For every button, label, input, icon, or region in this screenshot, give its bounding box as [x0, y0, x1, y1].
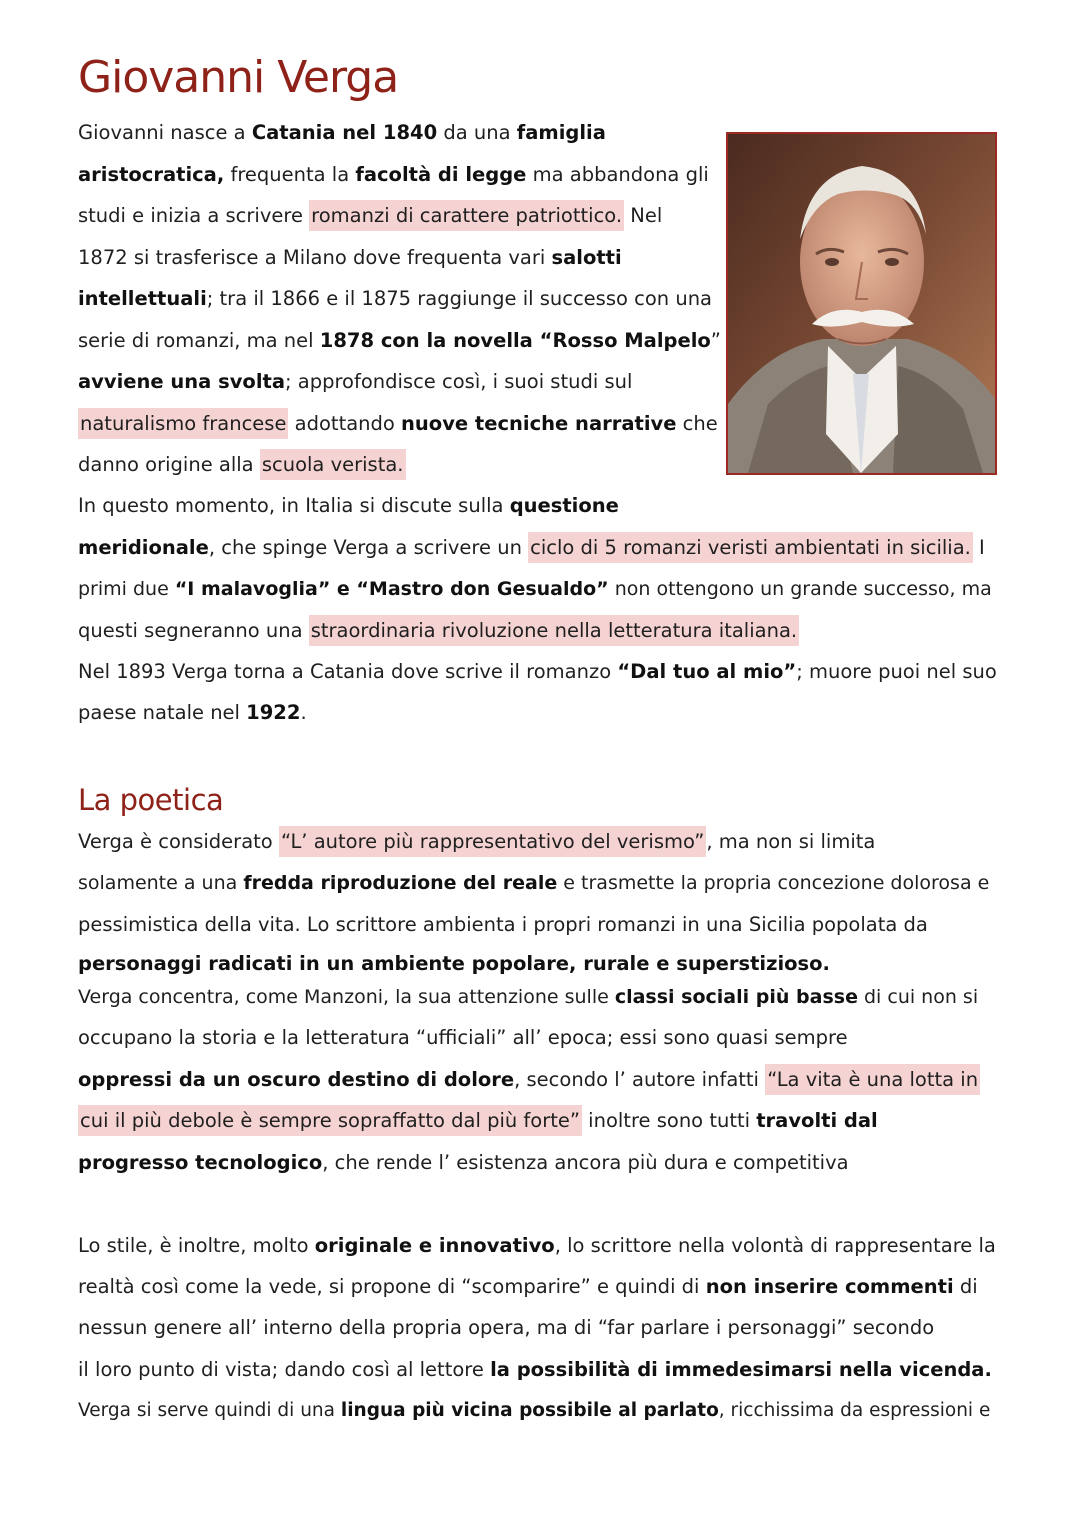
bio-line: 1872 si trasferisce a Milano dove frequenta vari salotti	[78, 246, 622, 269]
bio-line: intellettuali; tra il 1866 e il 1875 raggiunge il successo con una	[78, 287, 713, 310]
poetica-line: Verga è considerato “L’ autore più rappresentativo del verismo” , ma non si limita	[78, 827, 875, 857]
bio-line: serie di romanzi, ma nel 1878 con la novella “Rosso Malpelo”	[78, 329, 721, 352]
highlight: “La vita è una lotta in	[765, 1064, 980, 1095]
page-title: Giovanni Verga	[78, 52, 399, 103]
section-title-poetica: La poetica	[78, 783, 224, 817]
poetica-line: progresso tecnologico, che rende l’ esistenza ancora più dura e competitiva	[78, 1151, 849, 1174]
bio-line: In questo momento, in Italia si discute sulla questione	[78, 494, 619, 517]
bio-line: danno origine alla scuola verista.	[78, 450, 406, 480]
poetica-line: nessun genere all’ interno della propria opera, ma di “far parlare i personaggi” secondo	[78, 1316, 935, 1339]
poetica-line: Verga si serve quindi di una lingua più vicina possibile al parlato, ricchissima da espressioni e	[78, 1400, 991, 1421]
highlight: romanzi di carattere patriottico.	[309, 200, 624, 231]
bio-line: naturalismo francese adottando nuove tecniche narrative che	[78, 409, 718, 439]
bio-line: avviene una svolta; approfondisce così, i suoi studi sul	[78, 370, 633, 393]
poetica-line: occupano la storia e la letteratura “ufficiali” all’ epoca; essi sono quasi sempre	[78, 1026, 848, 1049]
poetica-line: personaggi radicati in un ambiente popolare, rurale e superstizioso.	[78, 952, 830, 975]
portrait-image	[726, 132, 997, 475]
bio-line: primi due “I malavoglia” e “Mastro don Gesualdo” non ottengono un grande successo, ma	[78, 578, 992, 600]
highlight: straordinaria rivoluzione nella letteratura italiana.	[309, 615, 799, 646]
highlight: scuola verista.	[260, 449, 406, 480]
poetica-line: il loro punto di vista; dando così al lettore la possibilità di immedesimarsi nella vicenda.	[78, 1358, 992, 1381]
bio-line: aristocratica, frequenta la facoltà di legge ma abbandona gli	[78, 163, 709, 186]
poetica-line: cui il più debole è sempre sopraffatto dal più forte” inoltre sono tutti travolti dal	[78, 1106, 878, 1136]
portrait-illustration	[728, 134, 995, 473]
poetica-line: Lo stile, è inoltre, molto originale e innovativo, lo scrittore nella volontà di rappresentare la	[78, 1234, 996, 1257]
highlight: “L’ autore più rappresentativo del verismo”	[279, 826, 706, 857]
bio-line: studi e inizia a scrivere romanzi di carattere patriottico. Nel	[78, 201, 662, 231]
bio-line: Giovanni nasce a Catania nel 1840 da una famiglia	[78, 121, 606, 144]
highlight: ciclo di 5 romanzi veristi ambientati in sicilia.	[528, 532, 973, 563]
bio-line: Nel 1893 Verga torna a Catania dove scrive il romanzo “Dal tuo al mio”; muore puoi nel suo	[78, 660, 997, 683]
bio-line: questi segneranno una straordinaria rivoluzione nella letteratura italiana.	[78, 616, 799, 646]
poetica-line: Verga concentra, come Manzoni, la sua attenzione sulle classi sociali più basse di cui non si	[78, 986, 979, 1008]
highlight: cui il più debole è sempre sopraffatto dal più forte”	[78, 1105, 582, 1136]
highlight: naturalismo francese	[78, 408, 288, 439]
poetica-line: realtà così come la vede, si propone di “scomparire” e quindi di non inserire commenti di	[78, 1275, 978, 1298]
bio-line: meridionale, che spinge Verga a scrivere un ciclo di 5 romanzi veristi ambientati in sicilia. I	[78, 533, 985, 563]
poetica-line: solamente a una fredda riproduzione del reale e trasmette la propria concezione dolorosa e	[78, 872, 990, 894]
poetica-line: oppressi da un oscuro destino di dolore, secondo l’ autore infatti “La vita è una lotta in	[78, 1065, 980, 1095]
bio-line: paese natale nel 1922.	[78, 701, 307, 724]
poetica-line: pessimistica della vita. Lo scrittore ambienta i propri romanzi in una Sicilia popolata da	[78, 913, 928, 936]
